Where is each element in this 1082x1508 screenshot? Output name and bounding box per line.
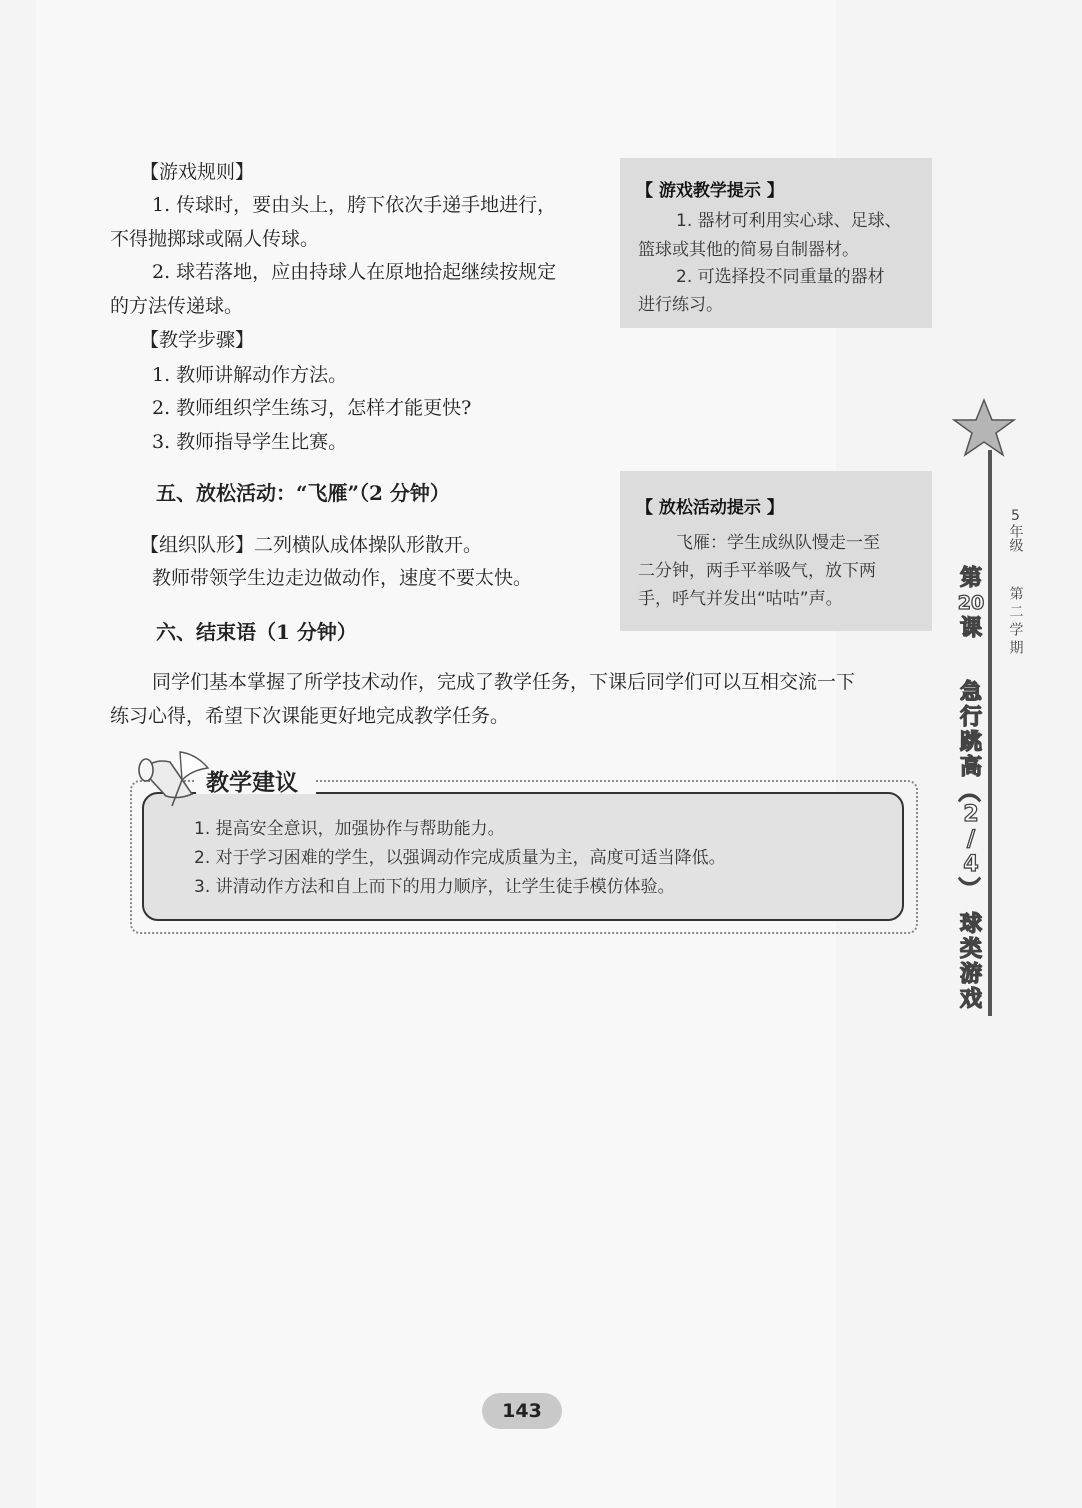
topic-char: 行	[959, 705, 982, 730]
topic-char: 急	[959, 680, 982, 705]
closing-para-line1: 同学们基本掌握了所学技术动作，完成了教学任务，下课后同学们可以互相交流一下	[152, 671, 856, 693]
topic-char: ）	[955, 877, 980, 899]
game-rules-heading: 【游戏规则】	[140, 161, 255, 183]
grade-label	[1006, 508, 1024, 557]
topic-char: 跳	[959, 730, 982, 755]
section6-heading: 六、结束语（1 分钟）	[156, 620, 357, 644]
suggestion-item: 2. 对于学习困难的学生，以强调动作完成质量为主，高度可适当降低。	[194, 848, 726, 868]
suggestions-title: 教学建议	[206, 770, 298, 796]
relax-tip-box	[620, 471, 932, 631]
game-tip-line: 篮球或其他的简易自制器材。	[638, 240, 859, 260]
step-item: 2. 教师组织学生练习，怎样才能更快?	[152, 397, 472, 419]
topic-char: 高	[959, 755, 982, 780]
lesson-char: 20	[957, 592, 985, 614]
rule1-line1: 1. 传球时，要由头上，胯下依次手递手地进行，	[152, 194, 557, 216]
formation-text: 【组织队形】二列横队成体操队形散开。	[140, 534, 483, 556]
rule2-line2: 的方法传递球。	[110, 295, 244, 317]
step-item: 1. 教师讲解动作方法。	[152, 364, 348, 386]
game-tip-box	[620, 158, 932, 328]
closing-para-line2: 练习心得，希望下次课能更好地完成教学任务。	[110, 705, 510, 727]
lesson-topic	[955, 680, 987, 899]
suggestion-item: 1. 提高安全意识，加强协作与帮助能力。	[194, 819, 505, 839]
category-char: 戏	[959, 987, 982, 1012]
sidebar-rule	[988, 450, 992, 1016]
topic-char: 2	[963, 802, 979, 827]
relax-tip-title: 【 放松活动提示 】	[636, 498, 784, 518]
relax-tip-line: 手，呼气并发出“咕咕”声。	[638, 589, 843, 609]
lesson-category	[955, 912, 987, 1012]
lesson-char: 课	[959, 616, 982, 641]
rule2-line1: 2. 球若落地，应由持球人在原地拾起继续按规定	[152, 261, 557, 283]
semester-text: 第二学期	[1007, 586, 1024, 658]
lesson-char: 第	[959, 566, 982, 591]
teaching-steps-heading: 【教学步骤】	[140, 329, 255, 351]
topic-char: 4	[963, 852, 979, 877]
rule1-line2: 不得抛掷球或隔人传球。	[110, 228, 320, 250]
grade-text: 5年级	[1007, 508, 1024, 552]
topic-char: /	[966, 827, 976, 852]
game-tip-line: 1. 器材可利用实心球、足球、	[676, 211, 902, 231]
suggestion-item: 3. 讲清动作方法和自上而下的用力顺序，让学生徒手模仿体验。	[194, 877, 675, 897]
star-icon	[952, 398, 1016, 458]
category-char: 类	[959, 937, 982, 962]
page-number: 143	[482, 1393, 562, 1429]
game-tip-title: 【 游戏教学提示 】	[636, 181, 784, 201]
semester-label	[1006, 586, 1024, 663]
category-char: 游	[959, 962, 982, 987]
step-item: 3. 教师指导学生比赛。	[152, 431, 348, 453]
section5-line: 教师带领学生边走边做动作，速度不要太快。	[152, 567, 533, 589]
scroll-quill-icon	[134, 748, 214, 814]
game-tip-line: 进行练习。	[638, 295, 723, 315]
game-tip-line: 2. 可选择投不同重量的器材	[676, 267, 885, 287]
category-char: 球	[959, 912, 982, 937]
lesson-number	[955, 566, 987, 641]
relax-tip-line: 二分钟，两手平举吸气，放下两	[638, 561, 876, 581]
section5-heading: 五、放松活动：“飞雁”（2 分钟）	[156, 481, 450, 505]
relax-tip-line: 飞雁：学生成纵队慢走一至	[676, 533, 880, 553]
topic-char: （	[955, 780, 980, 802]
